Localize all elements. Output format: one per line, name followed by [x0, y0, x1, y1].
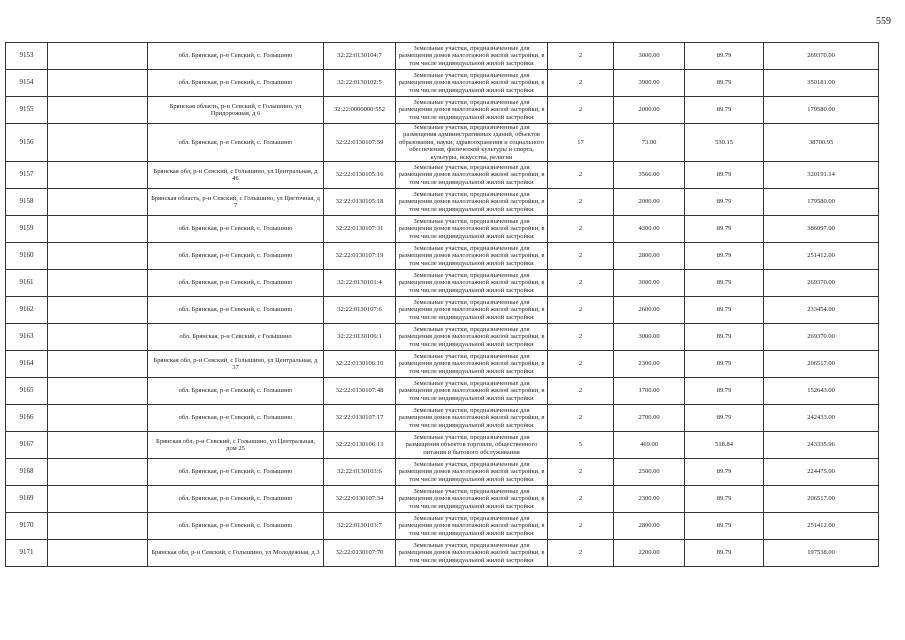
row-number-cell: 9153: [6, 43, 48, 70]
group-cell: 2: [548, 405, 614, 432]
spacer-cell: [48, 270, 148, 297]
rate-cell: 89.79: [685, 97, 764, 124]
rate-cell: 89.79: [685, 324, 764, 351]
row-number-cell: 9157: [6, 162, 48, 189]
row-number-cell: 9158: [6, 189, 48, 216]
spacer-cell: [48, 243, 148, 270]
table-row: [6, 432, 879, 459]
rate-cell: 89.79: [685, 540, 764, 567]
cadastral-value-cell: 233454.00: [764, 297, 879, 324]
address-cell: обл. Брянская, р-н Севский, с. Голышино: [148, 216, 324, 243]
group-cell: 2: [548, 162, 614, 189]
group-cell: 2: [548, 270, 614, 297]
rate-cell: 89.79: [685, 486, 764, 513]
spacer-cell: [48, 324, 148, 351]
address-cell: обл. Брянская, р-н Севский, с. Голышино: [148, 243, 324, 270]
table-row: [6, 405, 879, 432]
cadastral-number-cell: 32:22:0130101:4: [324, 270, 396, 297]
group-cell: 2: [548, 97, 614, 124]
spacer-cell: [48, 486, 148, 513]
table-row: [6, 124, 879, 162]
land-purpose-cell: Земельные участки, предназначенные для размещения домов малоэтажной жилой застройки, в том числе индивидуальной жилой застройки: [396, 297, 548, 324]
table-row: [6, 162, 879, 189]
address-cell: обл. Брянская, р-н Севский, с. Голышино: [148, 486, 324, 513]
spacer-cell: [48, 43, 148, 70]
cadastral-value-cell: 269370.00: [764, 43, 879, 70]
land-purpose-cell: Земельные участки, предназначенные для размещения домов малоэтажной жилой застройки, в том числе индивидуальной жилой застройки: [396, 351, 548, 378]
spacer-cell: [48, 405, 148, 432]
area-cell: 2300.00: [614, 351, 685, 378]
spacer-cell: [48, 124, 148, 162]
address-cell: Брянская обл, р-н Севский, с Голышино, ул Центральная, д 46: [148, 162, 324, 189]
group-cell: 2: [548, 243, 614, 270]
cadastral-value-cell: 269370.00: [764, 324, 879, 351]
row-number-cell: 9170: [6, 513, 48, 540]
cadastral-number-cell: 32:22:0130106:1: [324, 324, 396, 351]
land-purpose-cell: Земельные участки, предназначенные для размещения домов малоэтажной жилой застройки, в том числе индивидуальной жилой застройки: [396, 513, 548, 540]
table-row: [6, 351, 879, 378]
cadastral-value-cell: 224475.00: [764, 459, 879, 486]
row-number-cell: 9163: [6, 324, 48, 351]
rate-cell: 89.79: [685, 513, 764, 540]
group-cell: 2: [548, 70, 614, 97]
row-number-cell: 9168: [6, 459, 48, 486]
rate-cell: 89.79: [685, 43, 764, 70]
cadastral-number-cell: 32:22:0130107:6: [324, 297, 396, 324]
cadastral-value-cell: 242433.00: [764, 405, 879, 432]
area-cell: 2800.00: [614, 513, 685, 540]
land-purpose-cell: Земельные участки, предназначенные для размещения административных зданий, объектов образования, науки, здравоохранения и социального обеспечения, физической культуры и спорта, культуры, искусства, религии: [396, 124, 548, 162]
land-purpose-cell: Земельные участки, предназначенные для размещения домов малоэтажной жилой застройки, в том числе индивидуальной жилой застройки: [396, 270, 548, 297]
address-cell: обл. Брянская, р-н Севский, с. Голышино: [148, 70, 324, 97]
cadastral-value-cell: 269370.00: [764, 270, 879, 297]
row-number-cell: 9162: [6, 297, 48, 324]
page-number: 559: [876, 16, 891, 27]
rate-cell: 530.15: [685, 124, 764, 162]
group-cell: 2: [548, 324, 614, 351]
rate-cell: 518.84: [685, 432, 764, 459]
cadastral-number-cell: 32:22:0000000:552: [324, 97, 396, 124]
spacer-cell: [48, 70, 148, 97]
cadastral-number-cell: 32:22:0130107:59: [324, 124, 396, 162]
rate-cell: 89.79: [685, 405, 764, 432]
address-cell: Брянская обл, р-н Севский, с Голышино, ул Молодежная, д 3: [148, 540, 324, 567]
land-purpose-cell: Земельные участки, предназначенные для размещения домов малоэтажной жилой застройки, в том числе индивидуальной жилой застройки: [396, 324, 548, 351]
area-cell: 2500.00: [614, 459, 685, 486]
land-purpose-cell: Земельные участки, предназначенные для размещения домов малоэтажной жилой застройки, в том числе индивидуальной жилой застройки: [396, 43, 548, 70]
row-number-cell: 9171: [6, 540, 48, 567]
table-row: [6, 486, 879, 513]
cadastral-number-cell: 32:22:0130105:16: [324, 162, 396, 189]
table-row: [6, 459, 879, 486]
land-purpose-cell: Земельные участки, предназначенные для размещения домов малоэтажной жилой застройки, в том числе индивидуальной жилой застройки: [396, 97, 548, 124]
cadastral-value-cell: 251412.00: [764, 243, 879, 270]
cadastral-number-cell: 32:22:0130102:5: [324, 70, 396, 97]
rate-cell: 89.79: [685, 297, 764, 324]
land-purpose-cell: Земельные участки, предназначенные для размещения домов малоэтажной жилой застройки, в том числе индивидуальной жилой застройки: [396, 378, 548, 405]
cadastral-number-cell: 32:22:0130107:31: [324, 216, 396, 243]
table-row: [6, 540, 879, 567]
table-row: [6, 189, 879, 216]
row-number-cell: 9159: [6, 216, 48, 243]
land-purpose-cell: Земельные участки, предназначенные для размещения домов малоэтажной жилой застройки, в том числе индивидуальной жилой застройки: [396, 486, 548, 513]
group-cell: 2: [548, 216, 614, 243]
address-cell: Брянская область, р-н Севский, с Голышино, ул Придорожная, д 6: [148, 97, 324, 124]
cadastral-number-cell: 32:22:0130104:7: [324, 43, 396, 70]
address-cell: обл. Брянская, р-н Севский, с. Голышино: [148, 459, 324, 486]
cadastral-number-cell: 32:22:0130105:18: [324, 189, 396, 216]
address-cell: обл. Брянская, р-н Севский, с. Голышино: [148, 297, 324, 324]
rate-cell: 89.79: [685, 70, 764, 97]
table-row: [6, 270, 879, 297]
land-purpose-cell: Земельные участки, предназначенные для размещения домов малоэтажной жилой застройки, в том числе индивидуальной жилой застройки: [396, 459, 548, 486]
cadastral-value-cell: 243335.96: [764, 432, 879, 459]
cadastral-number-cell: 32:22:0130106:10: [324, 351, 396, 378]
table-row: [6, 513, 879, 540]
spacer-cell: [48, 540, 148, 567]
cadastral-number-cell: 32:22:0130107:19: [324, 243, 396, 270]
cadastral-value-cell: 251412.00: [764, 513, 879, 540]
group-cell: 5: [548, 432, 614, 459]
spacer-cell: [48, 513, 148, 540]
row-number-cell: 9155: [6, 97, 48, 124]
address-cell: обл. Брянская, р-н Севский, с. Голышино: [148, 124, 324, 162]
table-row: [6, 243, 879, 270]
row-number-cell: 9164: [6, 351, 48, 378]
land-purpose-cell: Земельные участки, предназначенные для размещения домов малоэтажной жилой застройки, в том числе индивидуальной жилой застройки: [396, 162, 548, 189]
address-cell: обл. Брянская, р-н Севский, с. Голышино: [148, 43, 324, 70]
rate-cell: 89.79: [685, 378, 764, 405]
rate-cell: 89.79: [685, 243, 764, 270]
cadastral-value-cell: 38700.95: [764, 124, 879, 162]
land-purpose-cell: Земельные участки, предназначенные для размещения домов малоэтажной жилой застройки, в том числе индивидуальной жилой застройки: [396, 70, 548, 97]
cadastral-value-cell: 320191.14: [764, 162, 879, 189]
spacer-cell: [48, 297, 148, 324]
spacer-cell: [48, 97, 148, 124]
row-number-cell: 9156: [6, 124, 48, 162]
address-cell: Брянская обл, р-н Севский, с Голышино, ул Центральная, дом 25: [148, 432, 324, 459]
table-row: [6, 43, 879, 70]
land-purpose-cell: Земельные участки, предназначенные для размещения объектов торговли, общественного питания и бытового обслуживания: [396, 432, 548, 459]
area-cell: 3000.00: [614, 270, 685, 297]
area-cell: 2300.00: [614, 486, 685, 513]
land-purpose-cell: Земельные участки, предназначенные для размещения домов малоэтажной жилой застройки, в том числе индивидуальной жилой застройки: [396, 540, 548, 567]
area-cell: 3000.00: [614, 324, 685, 351]
spacer-cell: [48, 216, 148, 243]
area-cell: 469.00: [614, 432, 685, 459]
group-cell: 2: [548, 297, 614, 324]
cadastral-number-cell: 32:22:0130103:7: [324, 513, 396, 540]
address-cell: Брянская обл, р-н Севский, с Голышино, ул Центральная, д 37: [148, 351, 324, 378]
spacer-cell: [48, 459, 148, 486]
group-cell: 2: [548, 540, 614, 567]
address-cell: обл. Брянская, р-н Севский, с. Голышино: [148, 513, 324, 540]
cadastral-value-cell: 386097.00: [764, 216, 879, 243]
group-cell: 17: [548, 124, 614, 162]
cadastral-value-cell: 197538.00: [764, 540, 879, 567]
land-purpose-cell: Земельные участки, предназначенные для размещения домов малоэтажной жилой застройки, в том числе индивидуальной жилой застройки: [396, 243, 548, 270]
cadastral-number-cell: 32:22:0130106:13: [324, 432, 396, 459]
cadastral-number-cell: 32:22:0130107:48: [324, 378, 396, 405]
cadastral-number-cell: 32:22:0130107:17: [324, 405, 396, 432]
area-cell: 4300.00: [614, 216, 685, 243]
cadastral-number-cell: 32:22:0130107:34: [324, 486, 396, 513]
area-cell: 2600.00: [614, 297, 685, 324]
address-cell: обл. Брянская, р-н Севский, с. Голышино: [148, 405, 324, 432]
group-cell: 2: [548, 189, 614, 216]
group-cell: 2: [548, 486, 614, 513]
table-row: [6, 297, 879, 324]
rate-cell: 89.79: [685, 216, 764, 243]
row-number-cell: 9154: [6, 70, 48, 97]
area-cell: 2700.00: [614, 405, 685, 432]
area-cell: 2200.00: [614, 540, 685, 567]
row-number-cell: 9169: [6, 486, 48, 513]
group-cell: 2: [548, 43, 614, 70]
area-cell: 2800.00: [614, 243, 685, 270]
area-cell: 2000.00: [614, 189, 685, 216]
address-cell: обл. Брянская, р-н Севский, с. Голышино: [148, 378, 324, 405]
group-cell: 2: [548, 513, 614, 540]
rate-cell: 89.79: [685, 270, 764, 297]
address-cell: Брянская область, р-н Севский, с Голышино, ул Цветочная, д 7: [148, 189, 324, 216]
row-number-cell: 9161: [6, 270, 48, 297]
row-number-cell: 9160: [6, 243, 48, 270]
address-cell: обл. Брянская, р-н Севский, с. Голышино: [148, 270, 324, 297]
spacer-cell: [48, 162, 148, 189]
land-purpose-cell: Земельные участки, предназначенные для размещения домов малоэтажной жилой застройки, в том числе индивидуальной жилой застройки: [396, 405, 548, 432]
cadastral-value-cell: 179580.00: [764, 97, 879, 124]
spacer-cell: [48, 351, 148, 378]
rate-cell: 89.79: [685, 351, 764, 378]
area-cell: 3000.00: [614, 43, 685, 70]
row-number-cell: 9166: [6, 405, 48, 432]
cadastral-number-cell: 32:22:0130103:6: [324, 459, 396, 486]
land-purpose-cell: Земельные участки, предназначенные для размещения домов малоэтажной жилой застройки, в том числе индивидуальной жилой застройки: [396, 216, 548, 243]
cadastral-value-cell: 350181.00: [764, 70, 879, 97]
area-cell: 3900.00: [614, 70, 685, 97]
table-row: [6, 378, 879, 405]
area-cell: 73.00: [614, 124, 685, 162]
row-number-cell: 9165: [6, 378, 48, 405]
cadastral-value-cell: 152643.00: [764, 378, 879, 405]
table-row: [6, 324, 879, 351]
table-row: [6, 70, 879, 97]
group-cell: 2: [548, 378, 614, 405]
cadastral-value-cell: 206517.00: [764, 351, 879, 378]
area-cell: 1700.00: [614, 378, 685, 405]
land-purpose-cell: Земельные участки, предназначенные для размещения домов малоэтажной жилой застройки, в том числе индивидуальной жилой застройки: [396, 189, 548, 216]
cadastral-value-cell: 206517.00: [764, 486, 879, 513]
row-number-cell: 9167: [6, 432, 48, 459]
rate-cell: 89.79: [685, 189, 764, 216]
table-row: [6, 97, 879, 124]
group-cell: 2: [548, 459, 614, 486]
land-plot-register-table: [5, 42, 879, 567]
rate-cell: 89.79: [685, 162, 764, 189]
address-cell: обл. Брянская, р-н Севский, с Голышино: [148, 324, 324, 351]
spacer-cell: [48, 378, 148, 405]
group-cell: 2: [548, 351, 614, 378]
table-row: [6, 216, 879, 243]
cadastral-value-cell: 179580.00: [764, 189, 879, 216]
area-cell: 2000.00: [614, 97, 685, 124]
cadastral-number-cell: 32:22:0130107:70: [324, 540, 396, 567]
area-cell: 3566.00: [614, 162, 685, 189]
spacer-cell: [48, 189, 148, 216]
spacer-cell: [48, 432, 148, 459]
rate-cell: 89.79: [685, 459, 764, 486]
